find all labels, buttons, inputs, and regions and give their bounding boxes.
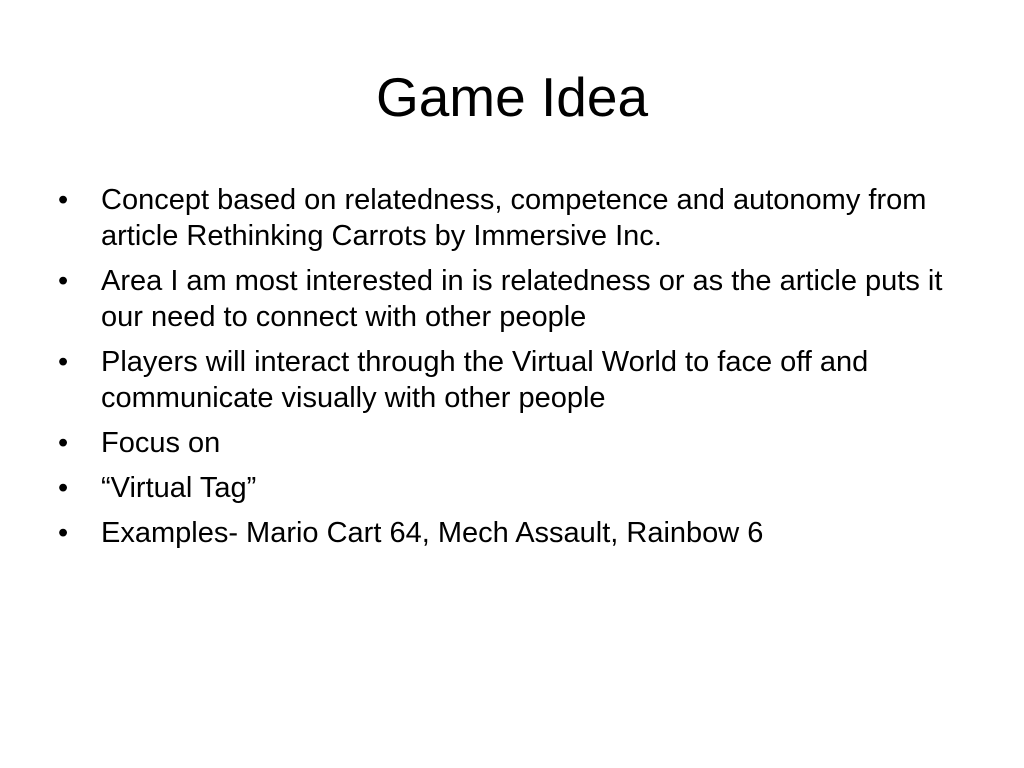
bullet-dot-icon: • <box>58 472 69 504</box>
bullet-dot-icon: • <box>58 346 69 378</box>
bullet-dot-icon: • <box>58 184 69 216</box>
bullet-dot-icon: • <box>58 427 69 459</box>
bullet-item-examples <box>58 515 958 551</box>
bullet-text: Players will interact through the Virtual World to face off and communicate visually with other people <box>101 346 869 414</box>
bullet-item-relatedness <box>58 263 958 335</box>
bullet-dot-icon: • <box>58 517 69 549</box>
bullet-item-concept <box>58 182 958 254</box>
bullet-text: Focus on <box>101 427 221 459</box>
slide-title: Game Idea <box>375 66 649 128</box>
bullet-list <box>58 182 958 560</box>
bullet-text: Examples- Mario Cart 64, Mech Assault, Rainbow 6 <box>101 517 764 549</box>
bullet-dot-icon: • <box>58 265 69 297</box>
bullet-text: “Virtual Tag” <box>101 472 257 504</box>
bullet-item-focus <box>58 425 958 461</box>
bullet-item-players <box>58 344 958 416</box>
bullet-item-virtual-tag <box>58 470 958 506</box>
bullet-text: Area I am most interested in is relatedness or as the article puts it our need to connect with other people <box>101 265 943 333</box>
bullet-text: Concept based on relatedness, competence and autonomy from article Rethinking Carrots by Immersive Inc. <box>101 184 927 252</box>
